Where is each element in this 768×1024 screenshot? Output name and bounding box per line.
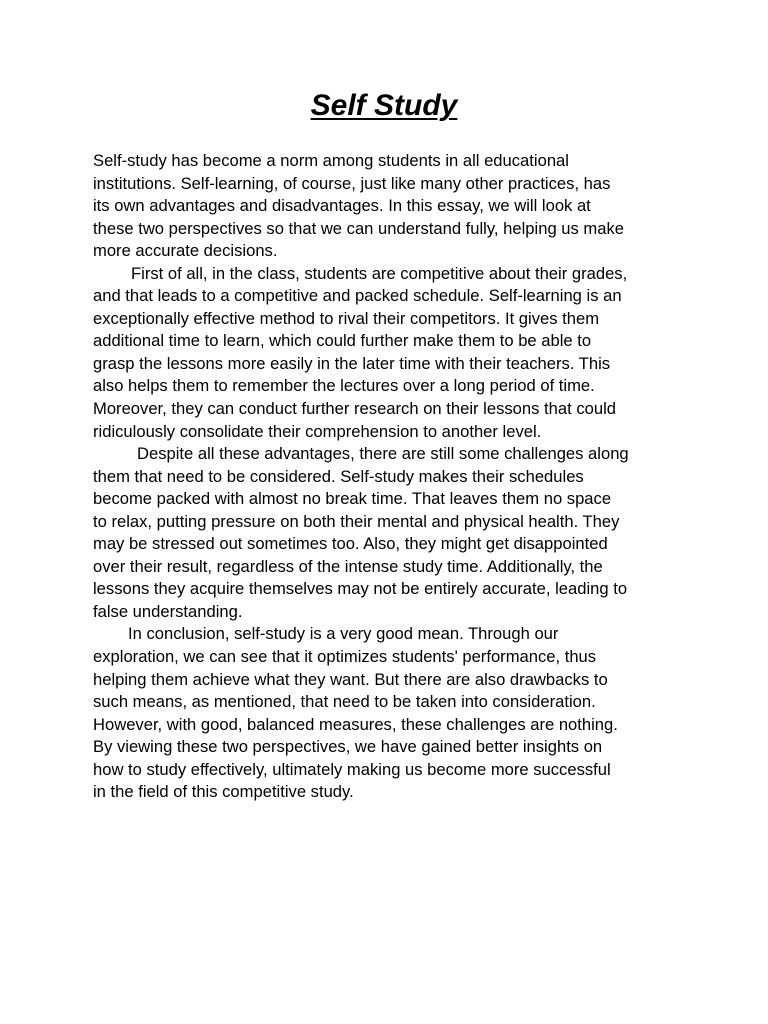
paragraph-challenges: Despite all these advantages, there are still some challenges along them that need to be considered. Self-study makes their schedules become packed with almost no break time. That leaves them no space to relax, putting pressure on both their mental and physical health. They may be stressed out sometimes too. Also, they might get disappointed over their result, regardless of the intense study time. Additionally, the lessons they acquire themselves may not be entirely accurate, leading to false understanding. — [93, 444, 629, 621]
document-body — [93, 150, 683, 804]
paragraph-conclusion: In conclusion, self-study is a very good mean. Through our exploration, we can see that it optimizes students' performance, thus helping them achieve what they want. But there are also drawbacks to such means, as mentioned, that need to be taken into consideration. However, with good, balanced measures, these challenges are nothing. By viewing these two perspectives, we have gained better insights on how to study effectively, ultimately making us become more successful in the field of this competitive study. — [93, 624, 618, 802]
paragraph-introduction: Self-study has become a norm among students in all educational institutions. Self-learning, of course, just like many other practices, has its own advantages and disadvantages. In this essay, we will look at these two perspectives so that we can understand fully, helping us make more accurate decisions. — [93, 151, 624, 261]
document-title: Self Study — [310, 89, 458, 122]
paragraph-advantages: First of all, in the class, students are competitive about their grades, and that leads to a competitive and packed schedule. Self-learning is an exceptionally effective method to rival their competitors. It gives them additional time to learn, which could further make them to be able to grasp the lessons more easily in the later time with their teachers. This also helps them to remember the lectures over a long period of time. Moreover, they can conduct further research on their lessons that could ridiculously consolidate their comprehension to another level. — [93, 263, 628, 441]
